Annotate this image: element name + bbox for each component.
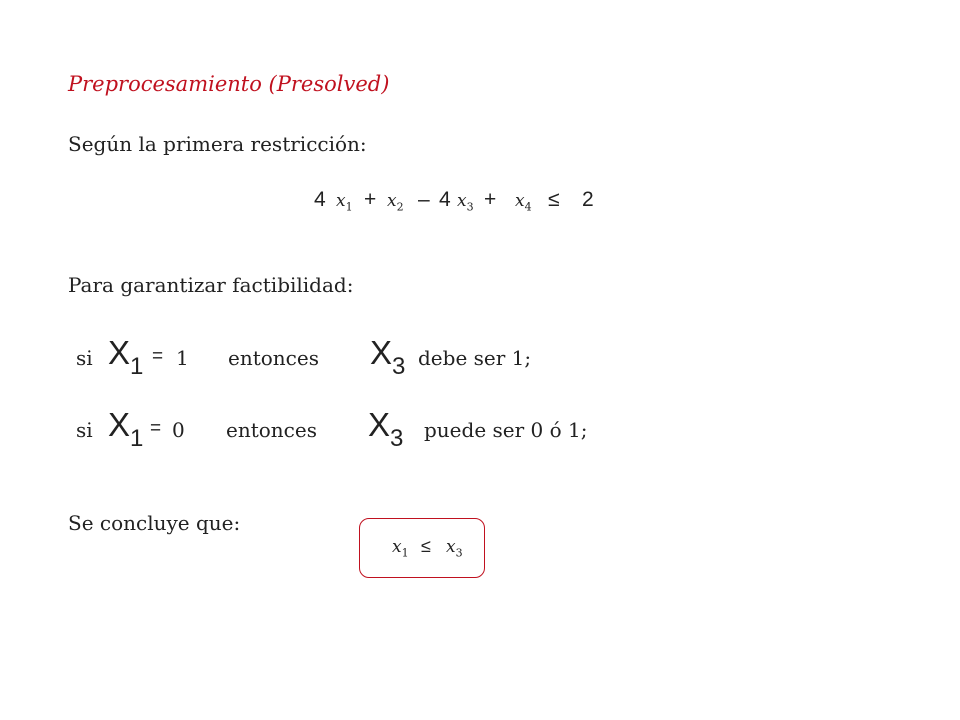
result-var-x1: $x_1$ — [392, 537, 409, 560]
case-2-conclusion: puede ser 0 ó 1; — [424, 418, 588, 442]
leq-sign: ≤ — [548, 188, 560, 211]
coef-1: 4 — [314, 188, 326, 211]
case-1-value: 1 — [176, 346, 189, 370]
feasibility-heading: Para garantizar factibilidad: — [68, 273, 354, 297]
case-1-si: si — [76, 346, 93, 370]
case-2-equals: = — [150, 418, 162, 439]
intro-text: Según la primera restricción: — [68, 132, 367, 156]
case-2-value: 0 — [172, 418, 185, 442]
case-2-si: si — [76, 418, 93, 442]
result-leq-sign: ≤ — [421, 536, 431, 556]
case-1-then: entonces — [228, 346, 319, 370]
plus-sign-2: + — [484, 188, 497, 211]
case-2-then: entonces — [226, 418, 317, 442]
var-x4: $x_4$ — [515, 191, 532, 214]
conclusion-heading: Se concluye que: — [68, 511, 241, 535]
case-1-equals: = — [152, 346, 164, 367]
case-1-var-x1: $X_1$ — [108, 334, 144, 380]
slide-title: Preprocesamiento (Presolved) — [68, 72, 390, 96]
case-1-var-x3: $X_3$ — [370, 334, 406, 380]
case-2-var-x1: $X_1$ — [108, 406, 144, 452]
minus-sign: – — [418, 188, 430, 211]
case-1-conclusion: debe ser 1; — [418, 346, 532, 370]
result-var-x3: $x_3$ — [446, 537, 463, 560]
coef-3: 4 — [439, 188, 451, 211]
var-x2: $x_2$ — [387, 191, 404, 214]
rhs-value: 2 — [582, 188, 594, 211]
plus-sign-1: + — [364, 188, 377, 211]
var-x1: $x_1$ — [336, 191, 353, 214]
case-2-var-x3: $X_3$ — [368, 406, 404, 452]
var-x3: $x_3$ — [457, 191, 474, 214]
